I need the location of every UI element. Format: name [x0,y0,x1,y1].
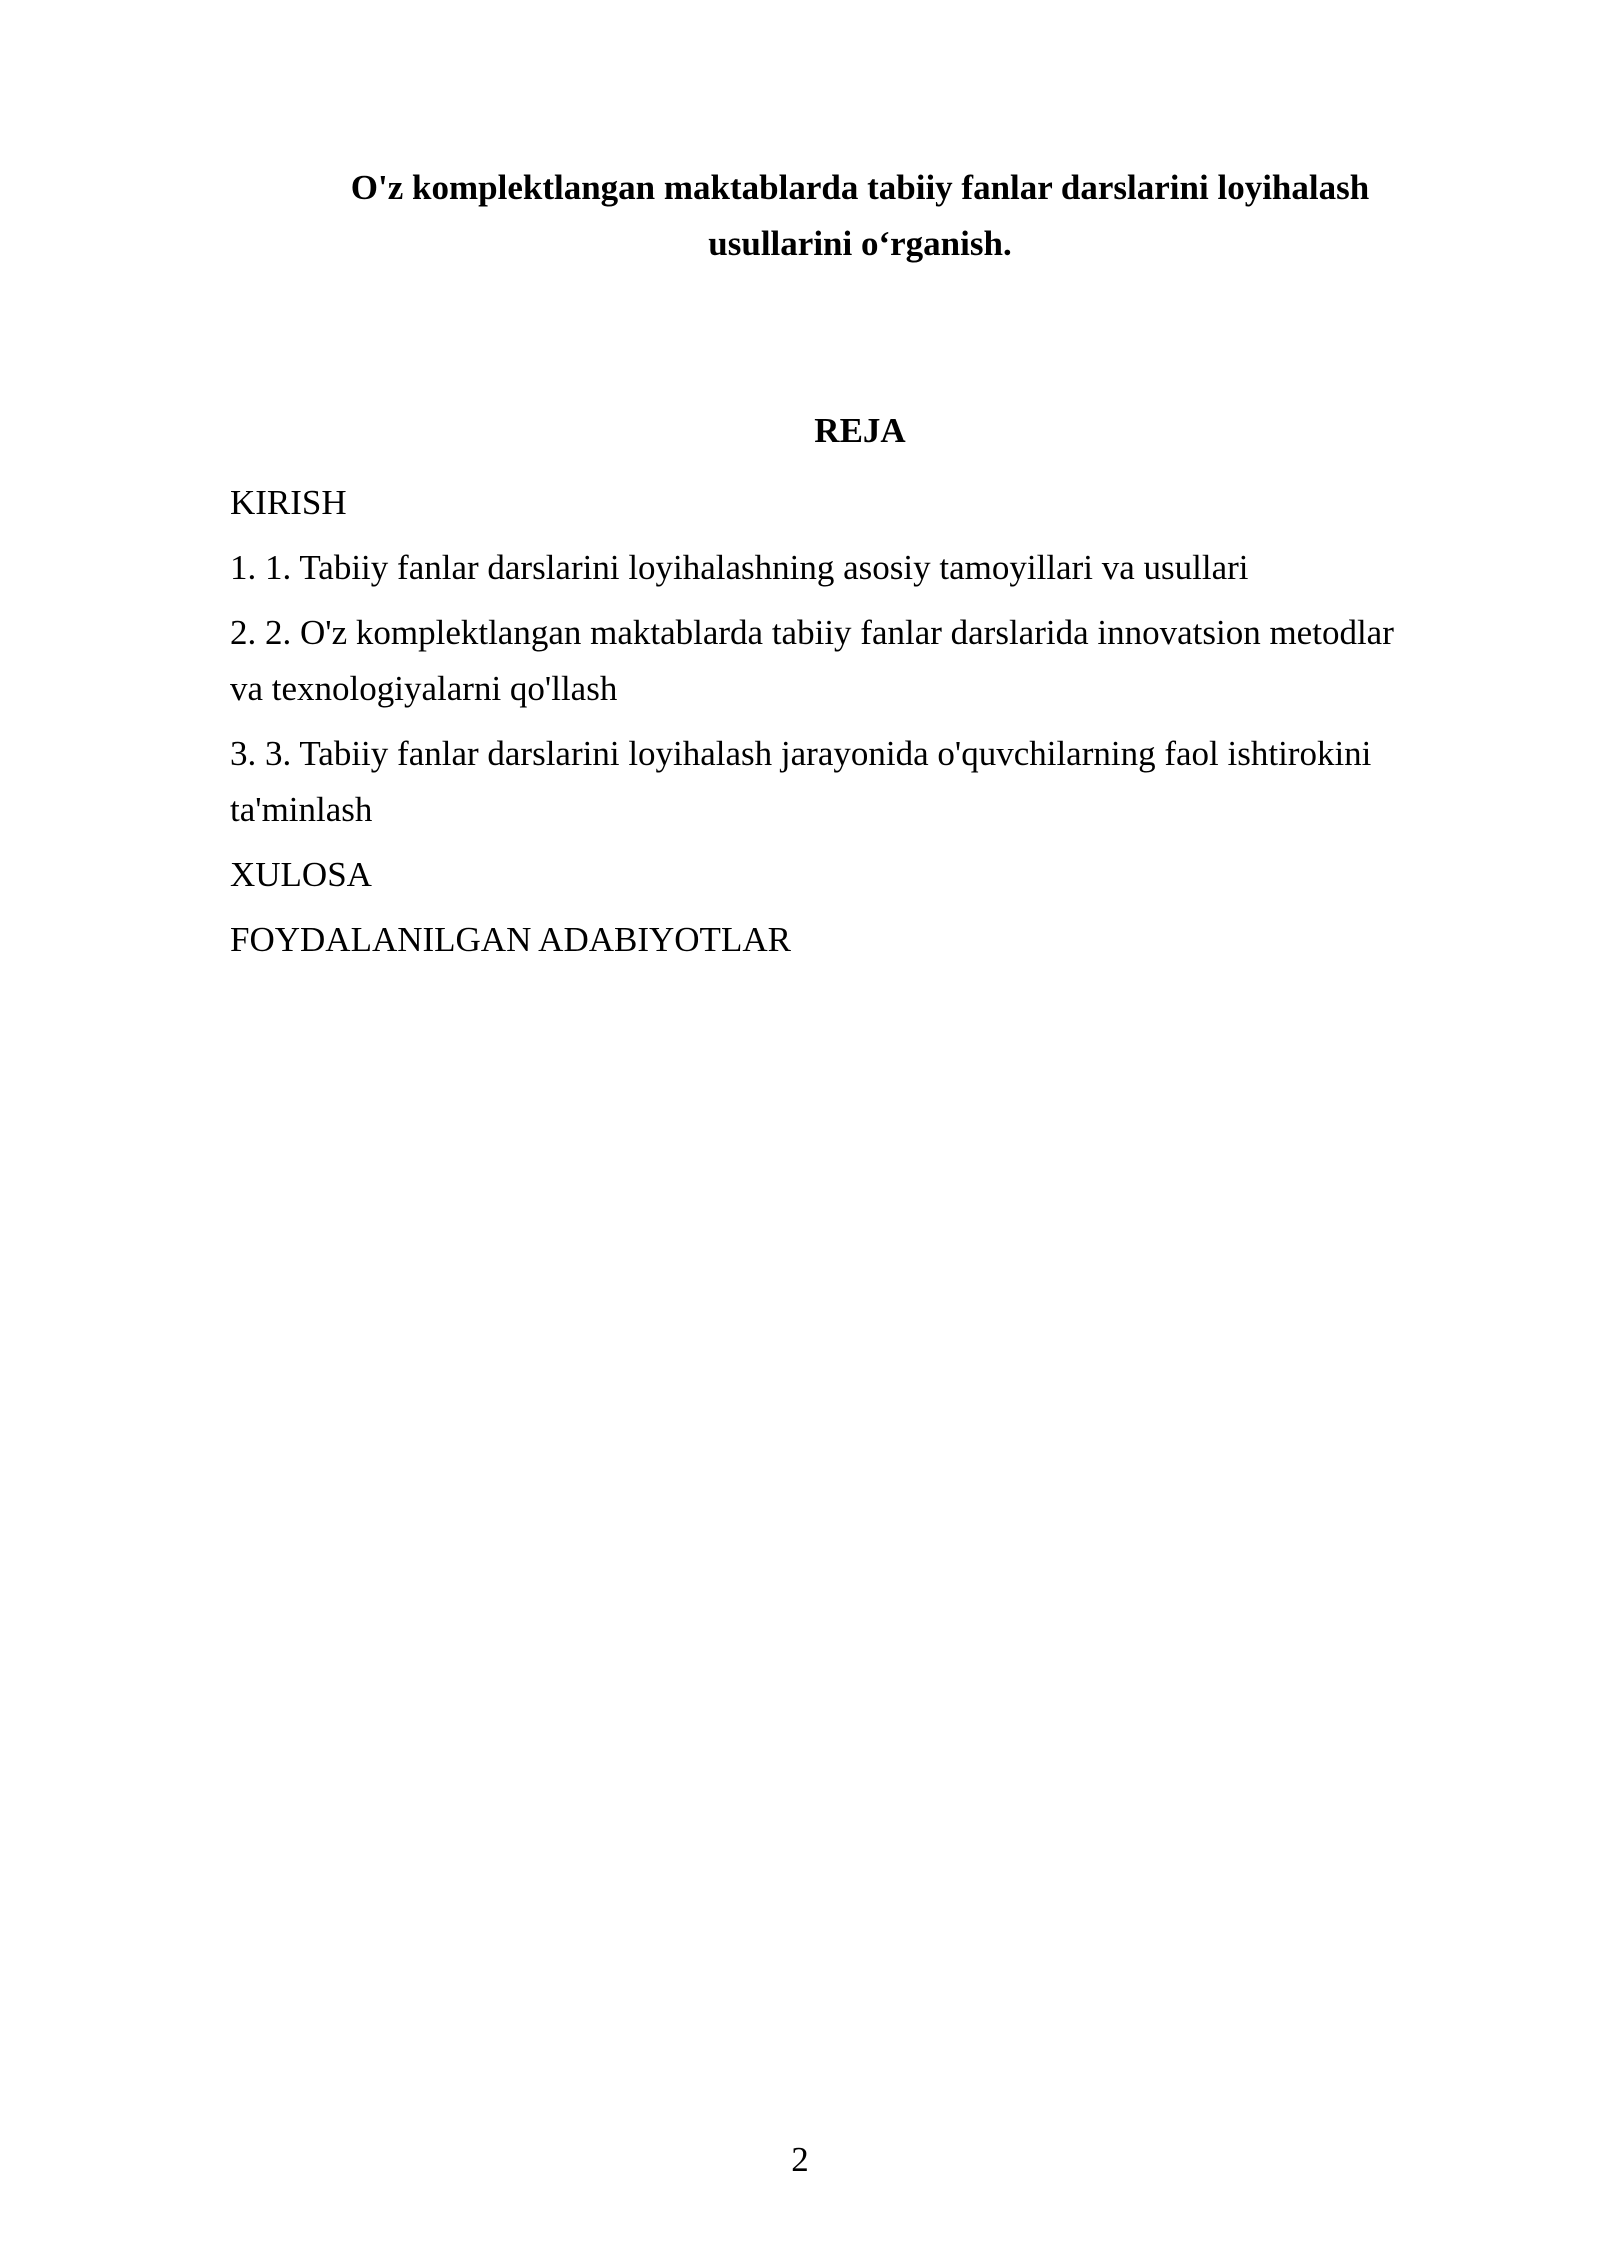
plan-item-introduction [230,475,1490,531]
plan-item-section-2 [230,605,1490,717]
page-number: 2 [791,2140,809,2179]
plan-item-line: XULOSA [230,855,372,894]
plan-item-line: va texnologiyalarni qo'llash [230,669,618,708]
plan-item-references [230,912,1490,968]
plan-item-line: FOYDALANILGAN ADABIYOTLAR [230,920,791,959]
plan-item-line: 2. 2. O'z komplektlangan maktablarda tabiiy fanlar darslarida innovatsion metodlar [230,613,1394,652]
plan-item-section-3 [230,726,1490,838]
plan-item-conclusion [230,847,1490,903]
document-title-line: usullarini o‘rganish. [708,224,1012,263]
plan-item-line: KIRISH [230,483,347,522]
plan-item-line: 3. 3. Tabiiy fanlar darslarini loyihalash jarayonida o'quvchilarning faol ishtirokini [230,734,1372,773]
plan-item-section-1 [230,540,1490,596]
plan-heading: REJA [814,411,906,450]
plan-item-line: 1. 1. Tabiiy fanlar darslarini loyihalashning asosiy tamoyillari va usullari [230,548,1249,587]
plan-list [230,475,1490,977]
document-title [230,160,1490,272]
document-title-line: O'z komplektlangan maktablarda tabiiy fanlar darslarini loyihalash [350,168,1370,207]
plan-item-line: ta'minlash [230,790,373,829]
